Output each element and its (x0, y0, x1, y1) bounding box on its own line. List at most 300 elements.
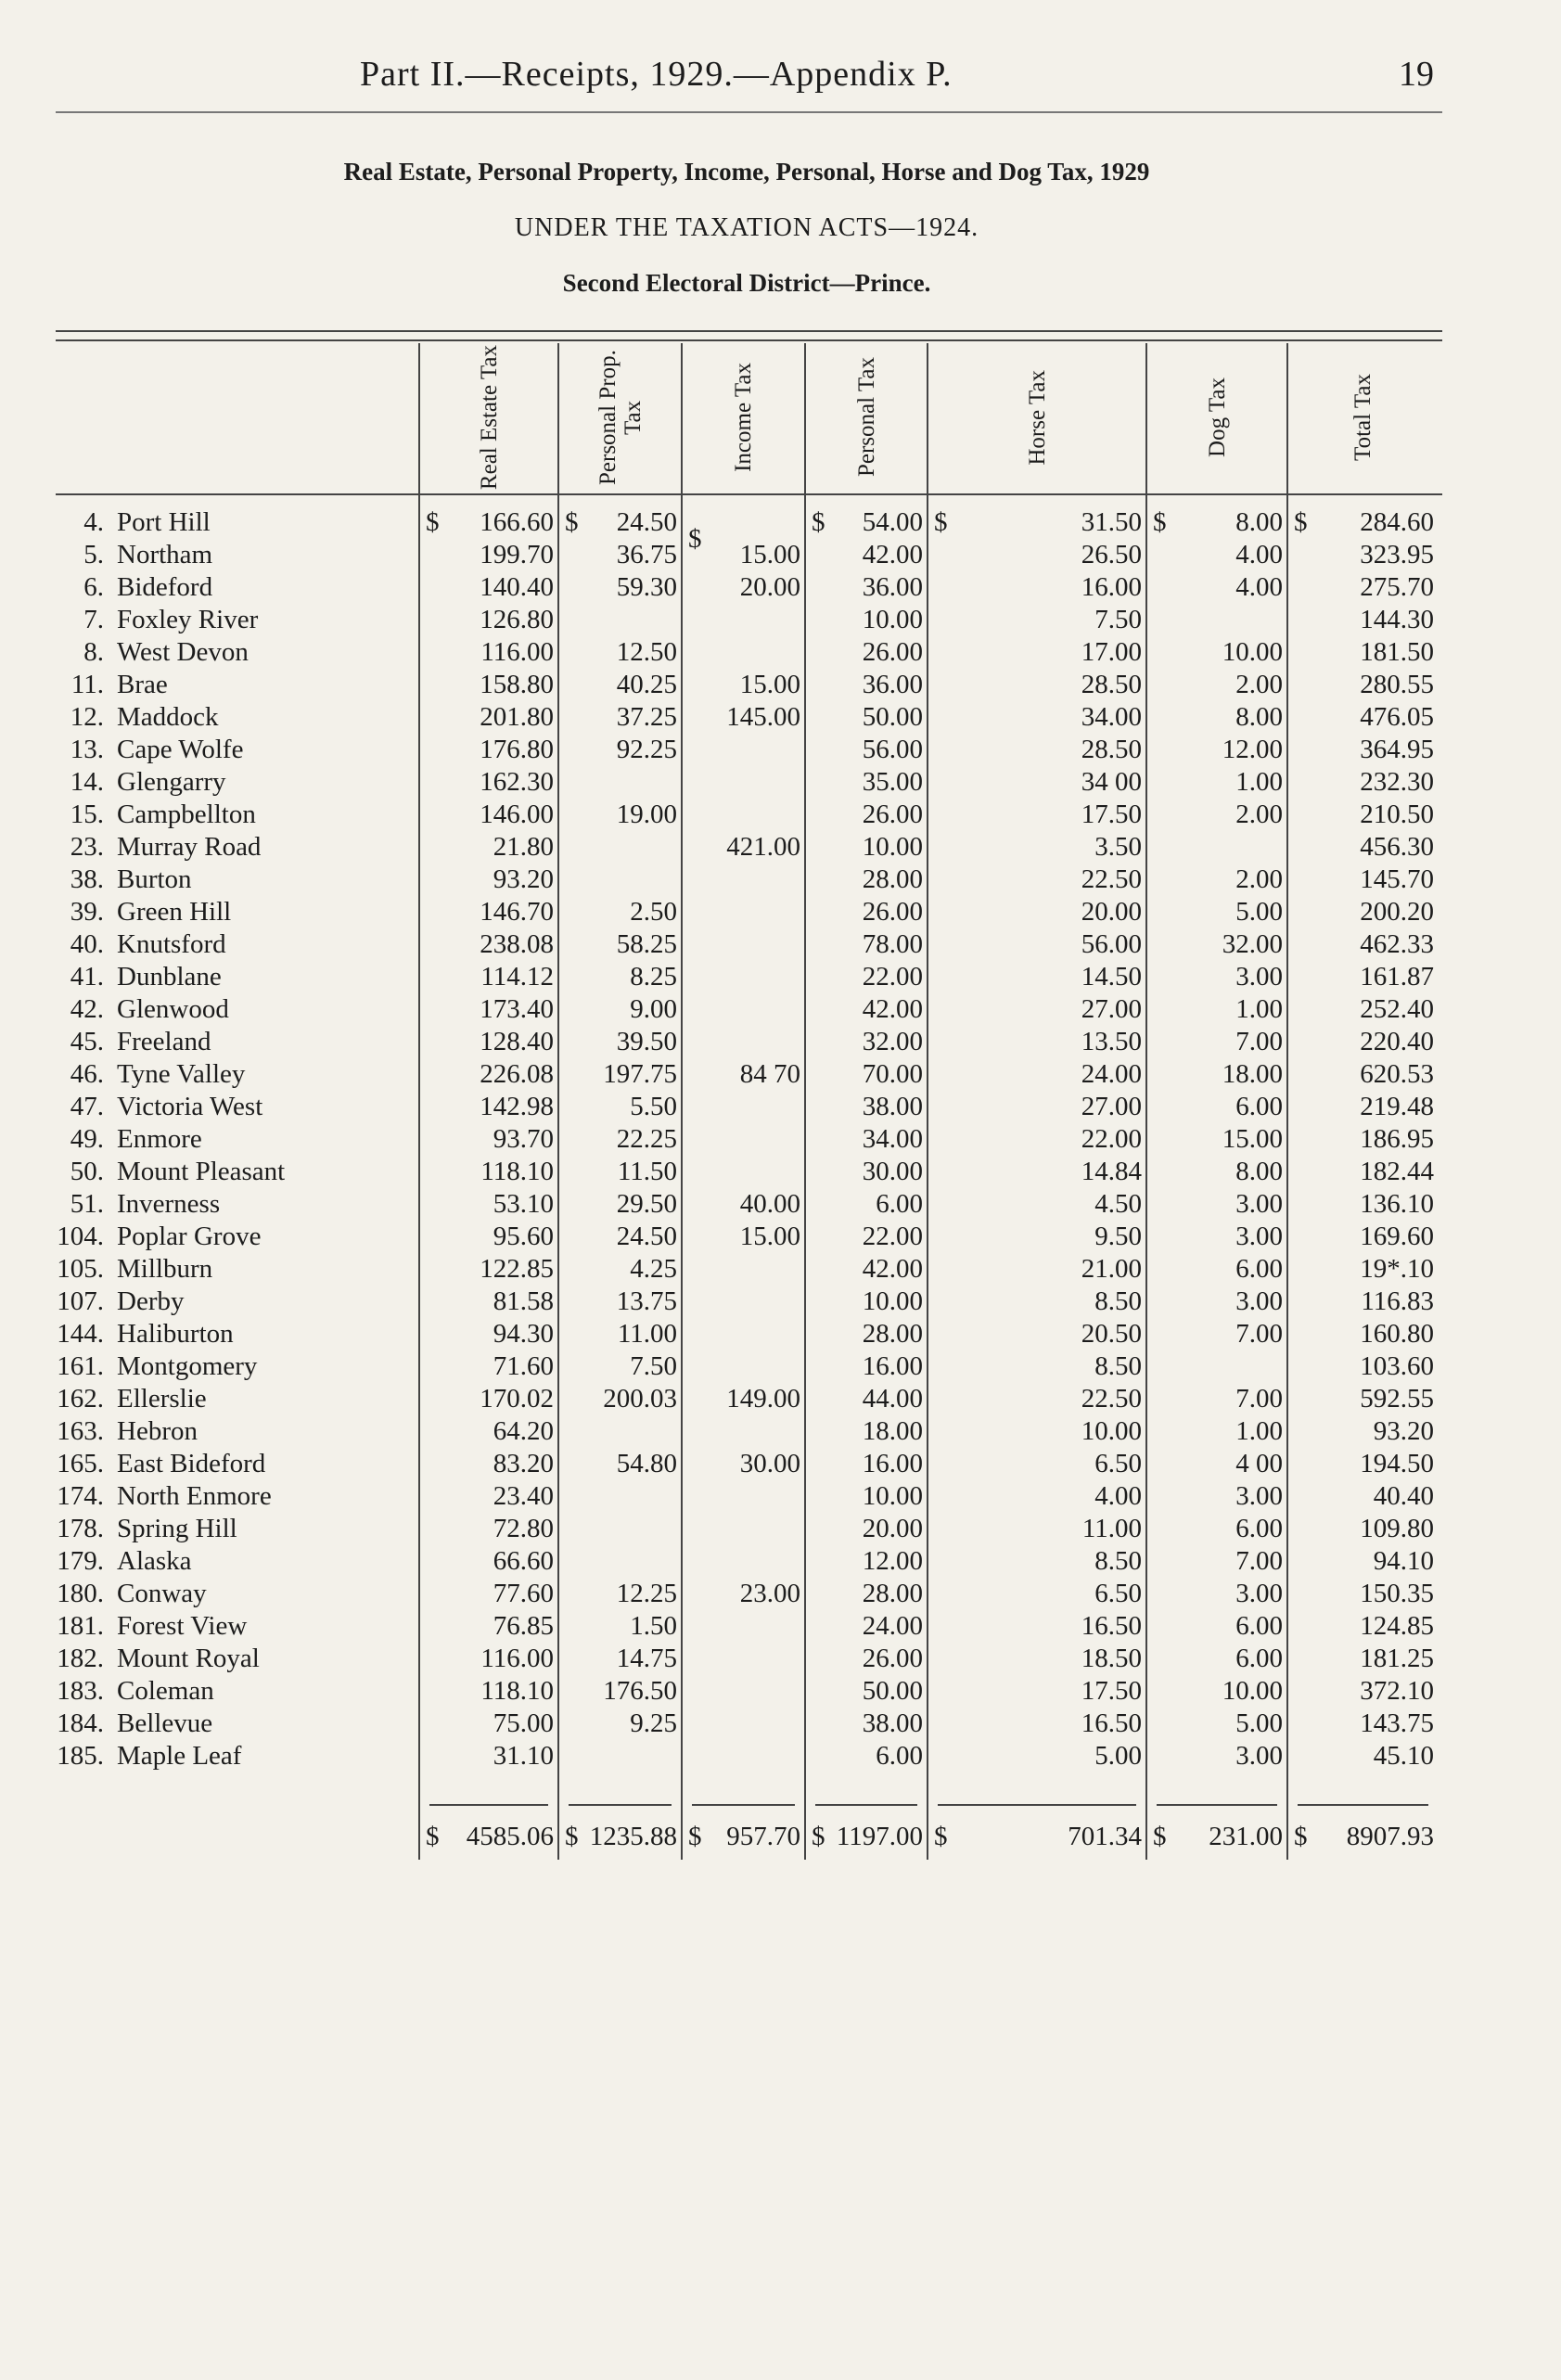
total-income-value: 957.70 (726, 1821, 800, 1851)
dog-cell (1146, 1091, 1287, 1123)
horse-cell (928, 896, 1146, 928)
currency-symbol: $ (426, 1821, 440, 1851)
horse-value: 7.50 (1094, 605, 1142, 634)
personal-cell (805, 1221, 928, 1253)
personal-cell (805, 636, 928, 669)
total-cell (1287, 1740, 1438, 1772)
real-estate-value: 23.40 (493, 1481, 554, 1511)
row-number: 12. (70, 702, 104, 732)
income-cell (682, 1415, 805, 1448)
spacer-cell (558, 1772, 682, 1800)
personal-cell (805, 766, 928, 799)
locality-name: Victoria West (117, 1092, 263, 1121)
total-value: 182.44 (1360, 1157, 1434, 1186)
horse-cell (928, 1058, 1146, 1091)
real-estate-cell (419, 1480, 558, 1513)
horse-cell (928, 499, 1146, 539)
dog-cell (1146, 1513, 1287, 1545)
locality-cell (37, 571, 419, 604)
total-value: 169.60 (1360, 1222, 1434, 1251)
personal-cell (805, 1643, 928, 1675)
locality-name: Glenwood (117, 994, 229, 1024)
total-value: 200.20 (1360, 897, 1434, 927)
personal-cell (805, 1123, 928, 1156)
real-estate-cell (419, 1708, 558, 1740)
spacer-cell (37, 1772, 419, 1800)
total-rule (429, 1804, 548, 1806)
real-estate-value: 146.00 (480, 800, 554, 829)
horse-cell (928, 636, 1146, 669)
dog-value: 4.00 (1235, 572, 1283, 602)
total-cell (1287, 1253, 1438, 1286)
personal-value: 28.00 (862, 1579, 923, 1608)
total-value: 116.83 (1361, 1286, 1434, 1316)
table-row (37, 1253, 1438, 1286)
dog-value: 18.00 (1222, 1059, 1283, 1089)
row-number: 184. (57, 1708, 104, 1738)
total-value: 136.10 (1360, 1189, 1434, 1219)
total-cell (1287, 1578, 1438, 1610)
personal-prop-value: 7.50 (630, 1351, 677, 1381)
total-rule (569, 1804, 672, 1806)
locality-cell (37, 1383, 419, 1415)
dog-cell (1146, 896, 1287, 928)
total-cell (1287, 571, 1438, 604)
total-value: 592.55 (1360, 1384, 1434, 1414)
income-cell (682, 1643, 805, 1675)
dog-value: 5.00 (1235, 897, 1283, 927)
total-value: 252.40 (1360, 994, 1434, 1024)
row-number: 144. (57, 1319, 104, 1349)
total-cell (1287, 1221, 1438, 1253)
real-estate-cell (419, 1350, 558, 1383)
row-number: 185. (57, 1741, 104, 1771)
real-estate-cell (419, 669, 558, 701)
income-cell (682, 1188, 805, 1221)
income-cell (682, 701, 805, 734)
real-estate-value: 162.30 (480, 767, 554, 797)
real-estate-value: 158.80 (480, 670, 554, 699)
horse-value: 4.00 (1094, 1481, 1142, 1511)
horse-cell (928, 1318, 1146, 1350)
personal-cell (805, 1286, 928, 1318)
total-value: 94.10 (1373, 1546, 1434, 1576)
personal-value: 26.00 (862, 1644, 923, 1673)
personal-cell (805, 1058, 928, 1091)
horse-value: 8.50 (1094, 1351, 1142, 1381)
table-row (37, 1578, 1438, 1610)
total-real-estate-value: 4585.06 (466, 1821, 554, 1851)
dog-value: 7.00 (1235, 1546, 1283, 1576)
locality-name: Haliburton (117, 1319, 234, 1349)
horse-cell (928, 1513, 1146, 1545)
currency-symbol: $ (812, 1821, 825, 1851)
totals-label-cell (37, 1800, 419, 1860)
dog-cell (1146, 604, 1287, 636)
personal-prop-cell (558, 1091, 682, 1123)
table-row (37, 1350, 1438, 1383)
personal-cell (805, 1318, 928, 1350)
locality-name: Foxley River (117, 605, 259, 634)
table-body (37, 499, 1438, 1860)
locality-name: Alaska (117, 1546, 192, 1576)
horse-value: 22.50 (1081, 1384, 1142, 1414)
header-rule (56, 111, 1442, 113)
personal-prop-cell (558, 993, 682, 1026)
locality-cell (37, 701, 419, 734)
total-dog-value: 231.00 (1209, 1821, 1283, 1851)
personal-value: 10.00 (862, 605, 923, 634)
personal-value: 16.00 (862, 1449, 923, 1478)
personal-value: 10.00 (862, 832, 923, 862)
real-estate-value: 122.85 (480, 1254, 554, 1284)
real-estate-value: 93.20 (493, 864, 554, 894)
personal-cell (805, 1188, 928, 1221)
real-estate-value: 72.80 (493, 1514, 554, 1543)
income-cell (682, 734, 805, 766)
total-value: 210.50 (1360, 800, 1434, 829)
total-cell (1287, 636, 1438, 669)
personal-value: 50.00 (862, 1676, 923, 1706)
locality-cell (37, 1156, 419, 1188)
horse-cell (928, 604, 1146, 636)
total-cell (1287, 766, 1438, 799)
dog-value: 2.00 (1235, 864, 1283, 894)
horse-value: 16.50 (1081, 1611, 1142, 1641)
personal-prop-value: 24.50 (616, 507, 677, 537)
horse-value: 13.50 (1081, 1027, 1142, 1056)
income-cell (682, 1610, 805, 1643)
dog-cell (1146, 766, 1287, 799)
total-cell (1287, 1415, 1438, 1448)
personal-prop-cell (558, 499, 682, 539)
personal-cell (805, 1415, 928, 1448)
real-estate-value: 93.70 (493, 1124, 554, 1154)
personal-value: 56.00 (862, 735, 923, 764)
real-estate-value: 118.10 (480, 1157, 554, 1186)
row-number: 178. (57, 1514, 104, 1543)
income-value: 30.00 (739, 1449, 800, 1478)
currency-symbol: $ (934, 507, 948, 537)
table-row (37, 1286, 1438, 1318)
real-estate-cell (419, 1383, 558, 1415)
dog-cell (1146, 993, 1287, 1026)
total-value: 181.50 (1360, 637, 1434, 667)
real-estate-value: 75.00 (493, 1708, 554, 1738)
locality-cell (37, 1740, 419, 1772)
real-estate-cell (419, 1415, 558, 1448)
personal-prop-cell (558, 1253, 682, 1286)
dog-cell (1146, 1156, 1287, 1188)
real-estate-value: 238.08 (480, 929, 554, 959)
total-cell (1287, 1675, 1438, 1708)
row-number: 6. (83, 572, 104, 602)
horse-value: 3.50 (1094, 832, 1142, 862)
table-row (37, 1221, 1438, 1253)
horse-value: 20.50 (1081, 1319, 1142, 1349)
personal-prop-cell (558, 1415, 682, 1448)
table-row (37, 766, 1438, 799)
horse-cell (928, 1350, 1146, 1383)
income-cell (682, 1156, 805, 1188)
row-number: 39. (70, 897, 104, 927)
total-cell (1287, 1708, 1438, 1740)
income-cell (682, 1708, 805, 1740)
column-header-real-estate: Real Estate Tax (419, 343, 558, 499)
row-number: 5. (83, 540, 104, 569)
dog-value: 10.00 (1222, 1676, 1283, 1706)
real-estate-cell (419, 1253, 558, 1286)
total-value: 143.75 (1360, 1708, 1434, 1738)
total-value: 186.95 (1360, 1124, 1434, 1154)
total-cell (1287, 1286, 1438, 1318)
total-value: 150.35 (1360, 1579, 1434, 1608)
locality-cell (37, 1123, 419, 1156)
total-value: 219.48 (1360, 1092, 1434, 1121)
dog-cell (1146, 1253, 1287, 1286)
horse-value: 22.50 (1081, 864, 1142, 894)
spacer-row (37, 1772, 1438, 1800)
dog-cell (1146, 701, 1287, 734)
personal-cell (805, 1480, 928, 1513)
personal-prop-value: 8.25 (630, 962, 677, 992)
personal-prop-cell (558, 766, 682, 799)
personal-value: 78.00 (862, 929, 923, 959)
row-number: 13. (70, 735, 104, 764)
dog-value: 3.00 (1235, 1579, 1283, 1608)
personal-cell (805, 961, 928, 993)
income-cell (682, 499, 805, 554)
locality-cell (37, 766, 419, 799)
real-estate-value: 142.98 (480, 1092, 554, 1121)
table-row (37, 1123, 1438, 1156)
horse-cell (928, 1026, 1146, 1058)
total-total-cell (1287, 1800, 1438, 1860)
locality-name: Ellerslie (117, 1384, 207, 1414)
personal-prop-cell (558, 571, 682, 604)
total-cell (1287, 669, 1438, 701)
total-value: 144.30 (1360, 605, 1434, 634)
total-value: 284.60 (1360, 507, 1434, 537)
dog-value: 1.00 (1235, 767, 1283, 797)
dog-value: 4 00 (1235, 1449, 1283, 1478)
table-row (37, 1058, 1438, 1091)
locality-name: Maple Leaf (117, 1741, 242, 1771)
personal-prop-value: 11.50 (617, 1157, 677, 1186)
real-estate-value: 95.60 (493, 1222, 554, 1251)
locality-cell (37, 1513, 419, 1545)
dog-value: 32.00 (1222, 929, 1283, 959)
personal-prop-cell (558, 831, 682, 864)
dog-value: 3.00 (1235, 962, 1283, 992)
income-value: 40.00 (739, 1189, 800, 1219)
horse-value: 27.00 (1081, 1092, 1142, 1121)
locality-name: Campbellton (117, 800, 256, 829)
column-header-dog: Dog Tax (1146, 343, 1287, 499)
personal-value: 32.00 (862, 1027, 923, 1056)
dog-cell (1146, 1058, 1287, 1091)
real-estate-value: 66.60 (493, 1546, 554, 1576)
personal-prop-cell (558, 1480, 682, 1513)
horse-value: 8.50 (1094, 1546, 1142, 1576)
real-estate-value: 176.80 (480, 735, 554, 764)
personal-value: 54.00 (862, 507, 923, 537)
personal-prop-value: 9.25 (630, 1708, 677, 1738)
real-estate-cell (419, 864, 558, 896)
total-personal-prop-cell (558, 1800, 682, 1860)
personal-prop-cell (558, 1318, 682, 1350)
horse-cell (928, 1578, 1146, 1610)
locality-cell (37, 896, 419, 928)
table-row (37, 1415, 1438, 1448)
income-cell (682, 961, 805, 993)
dog-cell (1146, 734, 1287, 766)
personal-cell (805, 1545, 928, 1578)
personal-prop-value: 40.25 (616, 670, 677, 699)
real-estate-cell (419, 1123, 558, 1156)
locality-name: Mount Royal (117, 1644, 260, 1673)
total-value: 462.33 (1360, 929, 1434, 959)
total-rule (1298, 1804, 1428, 1806)
income-value: 15.00 (739, 540, 800, 569)
dog-cell (1146, 799, 1287, 831)
locality-name: Dunblane (117, 962, 222, 992)
personal-prop-value: 92.25 (616, 735, 677, 764)
personal-cell (805, 831, 928, 864)
row-number: 47. (70, 1092, 104, 1121)
horse-cell (928, 961, 1146, 993)
dog-cell (1146, 1188, 1287, 1221)
horse-cell (928, 1448, 1146, 1480)
income-cell (682, 864, 805, 896)
real-estate-value: 76.85 (493, 1611, 554, 1641)
personal-prop-value: 24.50 (616, 1222, 677, 1251)
horse-cell (928, 864, 1146, 896)
locality-cell (37, 669, 419, 701)
table-row (37, 499, 1438, 539)
page-number: 19 (1399, 55, 1434, 94)
horse-cell (928, 1383, 1146, 1415)
personal-cell (805, 734, 928, 766)
total-cell (1287, 604, 1438, 636)
total-horse-value: 701.34 (1068, 1821, 1142, 1851)
real-estate-cell (419, 1026, 558, 1058)
real-estate-cell (419, 1286, 558, 1318)
horse-value: 10.00 (1081, 1416, 1142, 1446)
income-cell (682, 1026, 805, 1058)
personal-cell (805, 1708, 928, 1740)
locality-name: Bellevue (117, 1708, 213, 1738)
locality-cell (37, 928, 419, 961)
dog-cell (1146, 636, 1287, 669)
horse-value: 34 00 (1081, 767, 1142, 797)
total-cell (1287, 1383, 1438, 1415)
real-estate-cell (419, 1221, 558, 1253)
locality-name: Poplar Grove (117, 1222, 262, 1251)
horse-cell (928, 539, 1146, 571)
table-row (37, 961, 1438, 993)
personal-cell (805, 604, 928, 636)
currency-symbol: $ (426, 507, 440, 537)
total-value: 620.53 (1360, 1059, 1434, 1089)
running-head (0, 54, 1561, 100)
total-rule (938, 1804, 1136, 1806)
locality-name: Tyne Valley (117, 1059, 246, 1089)
income-cell (682, 604, 805, 636)
real-estate-cell (419, 1318, 558, 1350)
real-estate-cell (419, 636, 558, 669)
real-estate-cell (419, 993, 558, 1026)
personal-prop-value: 2.50 (630, 897, 677, 927)
real-estate-cell (419, 1643, 558, 1675)
horse-cell (928, 571, 1146, 604)
dog-value: 8.00 (1235, 1157, 1283, 1186)
income-cell (682, 1578, 805, 1610)
total-cell (1287, 1123, 1438, 1156)
total-value: 181.25 (1360, 1644, 1434, 1673)
total-real-estate-cell (419, 1800, 558, 1860)
total-cell (1287, 734, 1438, 766)
personal-value: 50.00 (862, 702, 923, 732)
real-estate-value: 118.10 (480, 1676, 554, 1706)
horse-value: 17.00 (1081, 637, 1142, 667)
locality-name: Northam (117, 540, 213, 569)
table-row (37, 799, 1438, 831)
personal-value: 18.00 (862, 1416, 923, 1446)
personal-prop-cell (558, 539, 682, 571)
horse-value: 9.50 (1094, 1222, 1142, 1251)
personal-cell (805, 1350, 928, 1383)
personal-prop-value: 5.50 (630, 1092, 677, 1121)
personal-prop-cell (558, 1350, 682, 1383)
total-value: 45.10 (1373, 1741, 1434, 1771)
dog-cell (1146, 1383, 1287, 1415)
personal-prop-cell (558, 1545, 682, 1578)
table-subtitle: UNDER THE TAXATION ACTS—1924. (514, 213, 979, 242)
total-cell (1287, 896, 1438, 928)
row-number: 41. (70, 962, 104, 992)
personal-prop-cell (558, 636, 682, 669)
locality-cell (37, 831, 419, 864)
table-row (37, 1383, 1438, 1415)
horse-cell (928, 766, 1146, 799)
spacer-cell (805, 1772, 928, 1800)
table-row (37, 1545, 1438, 1578)
row-number: 40. (70, 929, 104, 959)
table-row (37, 1188, 1438, 1221)
real-estate-value: 173.40 (480, 994, 554, 1024)
table-row (37, 993, 1438, 1026)
locality-name: Forest View (117, 1611, 248, 1641)
currency-symbol: $ (565, 1821, 579, 1851)
personal-prop-value: 9.00 (630, 994, 677, 1024)
table-row (37, 734, 1438, 766)
total-value: 194.50 (1360, 1449, 1434, 1478)
locality-cell (37, 734, 419, 766)
total-value: 93.20 (1373, 1416, 1434, 1446)
horse-value: 28.50 (1081, 735, 1142, 764)
locality-cell (37, 1026, 419, 1058)
personal-prop-cell (558, 1448, 682, 1480)
table-row (37, 1156, 1438, 1188)
row-number: 11. (70, 670, 104, 699)
personal-prop-value: 58.25 (616, 929, 677, 959)
horse-cell (928, 1708, 1146, 1740)
personal-prop-value: 29.50 (616, 1189, 677, 1219)
locality-name: Freeland (117, 1027, 211, 1056)
personal-value: 28.00 (862, 1319, 923, 1349)
real-estate-value: 114.12 (480, 962, 554, 992)
